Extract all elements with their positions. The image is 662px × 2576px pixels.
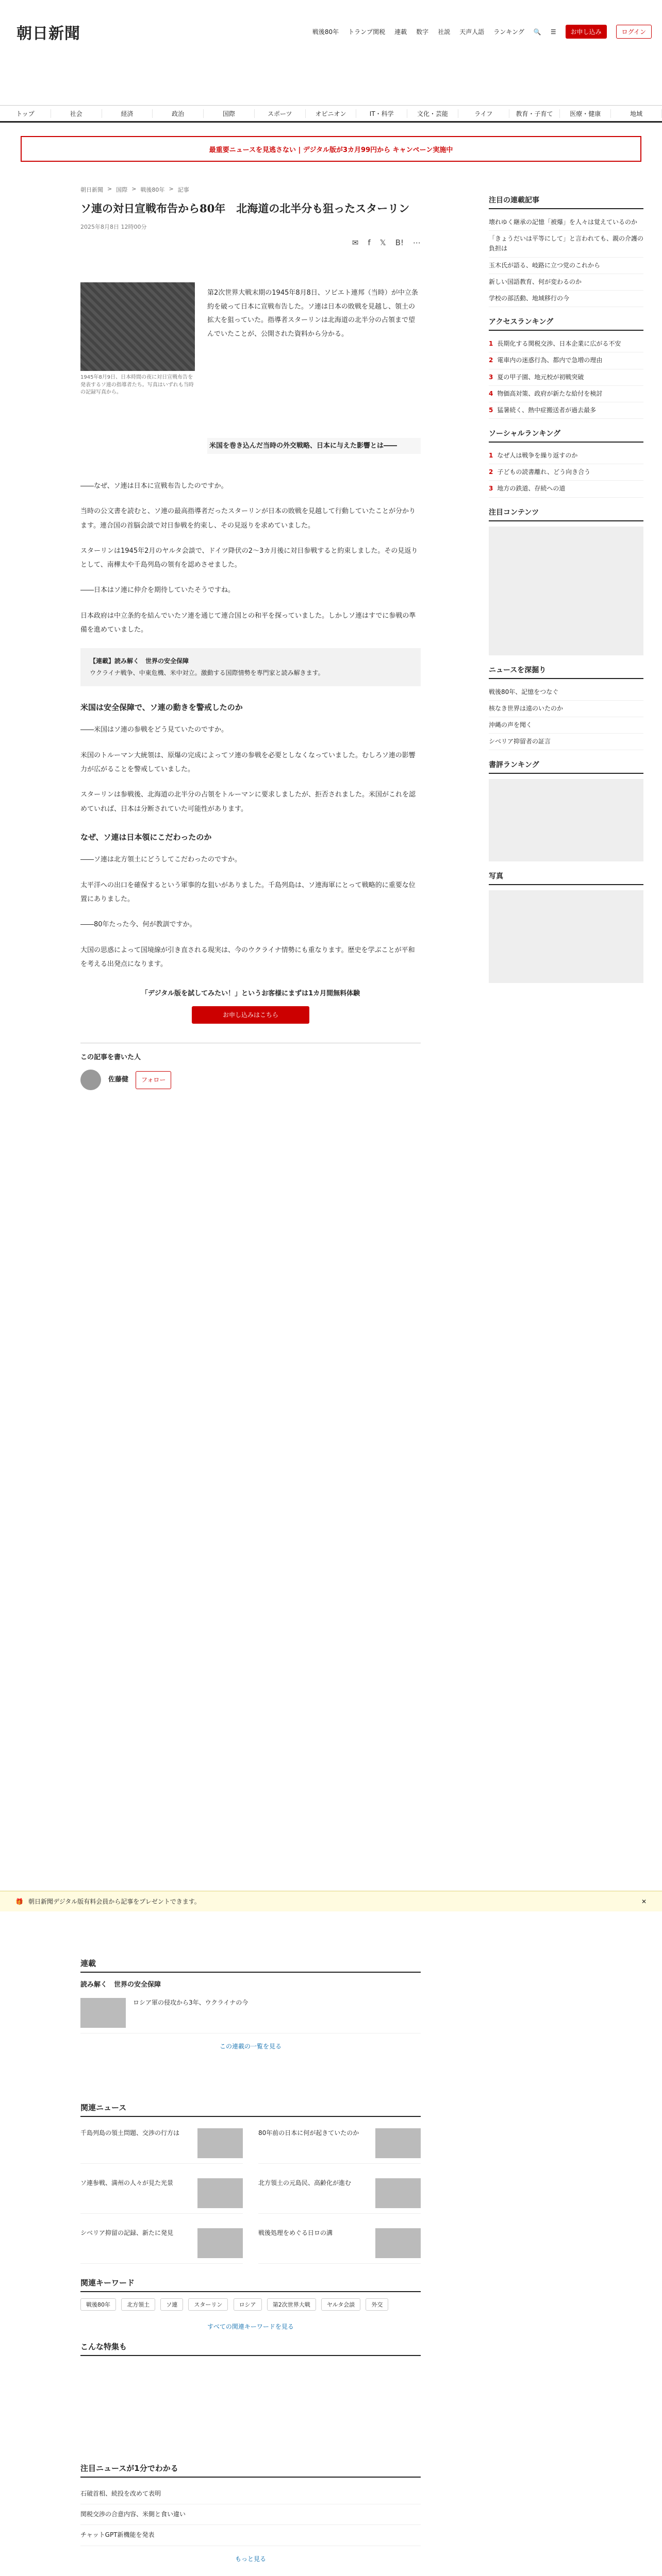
header-link-7[interactable]: ランキング: [493, 28, 524, 36]
more-icon[interactable]: ⋯: [413, 238, 421, 248]
nav-item[interactable]: 国際: [204, 109, 255, 118]
paragraph: 日本政府は中立条約を結んでいたソ連を通じて連合国との和平を探っていました。しかしソ連はすでに参戦の準備を進めていました。: [80, 612, 416, 634]
bookmark-icon[interactable]: B!: [395, 238, 404, 248]
ranking-text: 長期化する関税交渉、日本企業に広がる不安: [497, 340, 621, 348]
rail-item[interactable]: [489, 701, 643, 717]
ranking-item[interactable]: 1 なぜ人は戦争を繰り返すのか: [489, 448, 643, 464]
ranking-item[interactable]: 1 長期化する関税交渉、日本企業に広がる不安: [489, 336, 643, 352]
close-icon[interactable]: ✕: [641, 1897, 647, 1905]
nav-item[interactable]: トップ: [0, 109, 51, 118]
ranking-text: 地方の鉄道、存続への道: [497, 485, 566, 493]
article-body: [80, 479, 421, 1090]
campaign-banner[interactable]: 最重要ニュースを見逃さない | デジタル版が3カ月99円から キャンペーン実施中: [21, 136, 641, 162]
related-text: シベリア抑留の記録、新たに発見: [80, 2229, 174, 2236]
rail-item[interactable]: [489, 717, 643, 734]
search-icon[interactable]: 🔍: [533, 28, 541, 36]
thumbnail: [375, 2178, 421, 2208]
keyword-tag[interactable]: ロシア: [234, 2298, 262, 2311]
ranking-item[interactable]: 2 電車内の迷惑行為、都内で急増の理由: [489, 352, 643, 369]
series-box-title: 【連載】読み解く 世界の安全保障: [90, 657, 189, 665]
rail-item-text: 核なき世界は遠のいたのか: [489, 704, 564, 712]
timeline-section: [80, 2463, 421, 2571]
section-heading: 米国は安全保障で、ソ連の動きを警戒したのか: [80, 702, 243, 712]
follow-button[interactable]: フォロー: [136, 1071, 171, 1089]
timeline-item[interactable]: [80, 2484, 421, 2504]
paragraph: ――ソ連は北方領土にどうしてこだわったのですか。: [80, 856, 241, 864]
ranking-item[interactable]: 3 地方の鉄道、存続への道: [489, 481, 643, 497]
site-header: [0, 0, 662, 49]
nav-item[interactable]: 経済: [102, 109, 153, 118]
rail-item-text: 沖縄の声を聞く: [489, 721, 533, 728]
header-link-4[interactable]: 数字: [416, 28, 429, 36]
header-link-1[interactable]: 戦後80年: [312, 28, 339, 36]
ranking-item[interactable]: 3 夏の甲子園、地元校が初戦突破: [489, 369, 643, 386]
breadcrumb: 朝日新聞 > 国際 > 戦後80年 > 記事: [80, 185, 189, 193]
rail-item[interactable]: [489, 684, 643, 701]
timeline-more-link[interactable]: もっと見る: [235, 2555, 266, 2563]
rail-heading: 写真: [489, 871, 643, 885]
related-text: 千島列島の領土問題、交渉の行方は: [80, 2129, 180, 2137]
rail-item[interactable]: [489, 258, 643, 274]
series-section: [80, 1958, 421, 2059]
related-item[interactable]: [80, 2123, 243, 2164]
related-item[interactable]: [258, 2173, 421, 2214]
ranking-text: 夏の甲子園、地元校が初戦突破: [497, 373, 584, 381]
avatar: [80, 1070, 101, 1090]
series-more-link[interactable]: この連載の一覧を見る: [219, 2043, 282, 2050]
paragraph: ――日本はソ連に仲介を期待していたそうですね。: [80, 586, 235, 595]
nav-item[interactable]: 政治: [153, 109, 204, 118]
series-name[interactable]: 読み解く 世界の安全保障: [80, 1981, 161, 1989]
related-text: ソ連参戦、満州の人々が見た光景: [80, 2179, 174, 2187]
author-name[interactable]: 佐藤健: [108, 1076, 129, 1084]
gift-notice-bar: [0, 1891, 662, 1911]
trial-button[interactable]: お申し込みはこちら: [192, 1006, 309, 1024]
rail-item-text: 学校の部活動、地域移行の今: [489, 294, 570, 302]
thumbnail: [375, 2128, 421, 2158]
timeline-text: 石破首相、続投を改めて表明: [80, 2490, 161, 2497]
keyword-tag[interactable]: 北方領土: [121, 2298, 155, 2311]
keyword-tag[interactable]: スターリン: [188, 2298, 228, 2311]
nav-item[interactable]: 社会: [51, 109, 102, 118]
rail-heading: 注目コンテンツ: [489, 507, 643, 521]
rail-item-text: 玉木氏が語る、岐路に立つ党のこれから: [489, 261, 601, 269]
list-item[interactable]: [80, 1993, 421, 2033]
rail-item-text: シベリア抑留者の証言: [489, 738, 551, 745]
thumbnail: [197, 2128, 243, 2158]
gift-icon: 🎁: [15, 1897, 23, 1905]
paragraph: ――米国はソ連の参戦をどう見ていたのですか。: [80, 726, 228, 734]
trial-promo: 「デジタル版を試してみたい！」というお客様にまずは1カ月間無料体験: [141, 990, 360, 998]
right-rail: [489, 185, 643, 983]
ranking-text: 電車内の迷惑行為、都内で急増の理由: [497, 357, 603, 364]
nav-item[interactable]: 教育・子育て: [509, 109, 560, 118]
author-heading: この記事を書いた人: [80, 1053, 141, 1061]
paragraph: 大国の思惑によって国境線が引き直される現実は、今のウクライナ情勢にも重なります。歴史を学ぶことが平和を考える出発点になります。: [80, 946, 415, 968]
photo-caption: 1945年8月9日、日本時間の夜に対日宣戦布告を発表するソ連の指導者たち。写真はいずれも当時の記録写真から。: [80, 375, 194, 395]
nav-item[interactable]: オピニオン: [306, 109, 357, 118]
rail-item-text: 「きょうだいは平等にして」と言われても、親の介護の負担は: [489, 235, 644, 252]
x-icon[interactable]: 𝕏: [379, 238, 386, 248]
related-text: 北方領土の元島民、高齢化が進む: [258, 2179, 352, 2187]
paragraph: ――80年たった今、何が教訓ですか。: [80, 921, 196, 929]
rail-item[interactable]: [489, 274, 643, 291]
article-lead-question: 米国を巻き込んだ当時の外交戦略、日本に与えた影響とは――: [207, 438, 421, 454]
rail-heading: ニュースを深掘り: [489, 665, 643, 679]
rail-item[interactable]: [489, 214, 643, 231]
thumbnail: [80, 1998, 126, 2028]
keyword-tag[interactable]: ソ連: [160, 2298, 183, 2311]
header-links: [312, 25, 652, 39]
section-title: 関連ニュース: [80, 2102, 421, 2117]
paragraph: ――なぜ、ソ連は日本に宣戦布告したのですか。: [80, 482, 228, 490]
main-nav: [0, 105, 662, 123]
paragraph: 太平洋への出口を確保するという軍事的な狙いがありました。千島列島は、ソ連海軍にとって戦略的に重要な位置にありました。: [80, 881, 416, 904]
timeline-text: 関税交渉の合意内容、米側と食い違い: [80, 2511, 186, 2518]
header-link-3[interactable]: 連載: [394, 28, 407, 36]
photo-block[interactable]: [489, 890, 643, 983]
rail-item[interactable]: [489, 291, 643, 307]
nav-item[interactable]: スポーツ: [255, 109, 306, 118]
subscribe-button[interactable]: お申し込み: [566, 25, 607, 39]
content-block[interactable]: [489, 527, 643, 655]
related-item[interactable]: [258, 2123, 421, 2164]
section-title: 関連キーワード: [80, 2277, 421, 2292]
paragraph: 当時の公文書を読むと、ソ連の最高指導者だったスターリンが日本の敗戦を見越して行動していたことが分かります。連合国の首脳会談で対日参戦を約束し、その見返りを求めていました。: [80, 507, 416, 530]
rail-item[interactable]: [489, 231, 643, 257]
related-item[interactable]: [258, 2223, 421, 2264]
keyword-tag[interactable]: ヤルタ会談: [321, 2298, 360, 2311]
rail-item-text: 壊れゆく継承の記憶「被爆」を人々は覚えているのか: [489, 218, 638, 226]
article-title: ソ連の対日宣戦布告から80年 北海道の北半分も狙ったスターリン: [80, 202, 410, 215]
ranking-text: 子どもの読書離れ、どう向き合う: [497, 468, 591, 476]
ranking-text: 猛暑続く、熱中症搬送者が過去最多: [497, 406, 597, 414]
nav-item[interactable]: ライフ: [458, 109, 509, 118]
related-text: 80年前の日本に何が起きていたのか: [258, 2129, 359, 2137]
timeline-item[interactable]: [80, 2504, 421, 2525]
nav-item[interactable]: 地域: [611, 109, 662, 118]
menu-icon[interactable]: ☰: [550, 28, 556, 36]
login-button[interactable]: ログイン: [616, 25, 652, 39]
article: [80, 185, 421, 1084]
thumbnail: [197, 2178, 243, 2208]
section-heading: なぜ、ソ連は日本領にこだわったのか: [80, 832, 212, 842]
series-box-text: ウクライナ戦争、中東危機、米中対立。激動する国際情勢を専門家と読み解きます。: [90, 669, 324, 677]
mail-icon[interactable]: ✉: [352, 238, 359, 248]
article-lead: 第2次世界大戦末期の1945年8月8日、ソビエト連邦（当時）が中立条約を破って日本に宣戦布告した。ソ連は日本の敗戦を見越し、領土の拡大を狙っていた。指導者スターリンは北海道の北半分の占領まで望んでいたことが、公開された資料から分かる。: [207, 289, 418, 338]
ranking-text: なぜ人は戦争を繰り返すのか: [497, 452, 578, 460]
rail-heading: ソーシャルランキング: [489, 428, 643, 443]
books-carousel[interactable]: [489, 779, 643, 861]
nav-item[interactable]: IT・科学: [356, 109, 407, 118]
breadcrumb-item[interactable]: 戦後80年: [140, 187, 165, 193]
series-box[interactable]: [80, 648, 421, 686]
keyword-tag[interactable]: 外交: [366, 2298, 388, 2311]
paragraph: スターリンは参戦後、北海道の北半分の占領をトルーマンに要求しましたが、拒否されました。米国がこれを認めていれば、日本は分断されていた可能性があります。: [80, 791, 416, 813]
breadcrumb-item[interactable]: 国際: [116, 187, 128, 193]
nav-item[interactable]: 医療・健康: [560, 109, 611, 118]
keyword-tag[interactable]: 第2次世界大戦: [267, 2298, 316, 2311]
related-item[interactable]: [80, 2173, 243, 2214]
thumbnail: [197, 2228, 243, 2258]
related-text: 戦後処理をめぐる日ロの溝: [258, 2229, 333, 2236]
rail-item-text: 戦後80年、記憶をつなぐ: [489, 688, 559, 696]
ranking-text: 物価高対策、政府が新たな給付を検討: [497, 389, 603, 397]
list-item-text: ロシア軍の侵攻から3年、ウクライナの今: [133, 1999, 249, 2006]
section-title: 連載: [80, 1958, 421, 1973]
article-photo[interactable]: [80, 282, 195, 371]
header-link-6[interactable]: 天声人語: [459, 28, 485, 36]
related-item[interactable]: [80, 2223, 243, 2264]
breadcrumb-item[interactable]: 記事: [177, 187, 189, 193]
ranking-item[interactable]: 2 子どもの読書離れ、どう向き合う: [489, 464, 643, 481]
rail-item[interactable]: [489, 734, 643, 750]
section-title: こんな特集も: [80, 2341, 421, 2356]
ranking-item[interactable]: 4 物価高対策、政府が新たな給付を検討: [489, 386, 643, 402]
related-section: [80, 2102, 421, 2362]
timeline-item[interactable]: [80, 2525, 421, 2546]
header-link-2[interactable]: トランプ関税: [348, 28, 386, 36]
rail-heading: アクセスランキング: [489, 316, 643, 331]
rail-heading: 書評ランキング: [489, 759, 643, 774]
rail-heading: 注目の連載記事: [489, 195, 643, 209]
paragraph: 米国のトルーマン大統領は、原爆の完成によってソ連の参戦を必要としなくなっていました。むしろソ連の影響力が広がることを警戒していました。: [80, 751, 416, 774]
nav-item[interactable]: 文化・芸能: [407, 109, 458, 118]
breadcrumb-item[interactable]: 朝日新聞: [80, 187, 103, 193]
header-link-5[interactable]: 社説: [438, 28, 451, 36]
share-bar: [80, 238, 421, 247]
facebook-icon[interactable]: f: [368, 238, 371, 248]
paragraph: スターリンは1945年2月のヤルタ会談で、ドイツ降伏の2〜3カ月後に対日参戦すると約束しました。その見返りとして、南樺太や千島列島の領有を認めさせました。: [80, 547, 418, 569]
ranking-item[interactable]: 5 猛暑続く、熱中症搬送者が過去最多: [489, 402, 643, 419]
keyword-tag[interactable]: 戦後80年: [80, 2298, 116, 2311]
timeline-text: チャットGPT新機能を発表: [80, 2531, 155, 2539]
gift-notice-text: 朝日新聞デジタル版有料会員から記事をプレゼントできます。: [28, 1898, 201, 1905]
article-date: 2025年8月8日 12時00分: [80, 224, 147, 231]
thumbnail: [375, 2228, 421, 2258]
section-title: 注目ニュースが1分でわかる: [80, 2463, 421, 2478]
keywords-more-link[interactable]: すべての関連キーワードを見る: [207, 2323, 294, 2330]
rail-item-text: 新しい国語教育、何が変わるのか: [489, 278, 582, 285]
site-logo[interactable]: 朝日新聞: [16, 25, 80, 43]
